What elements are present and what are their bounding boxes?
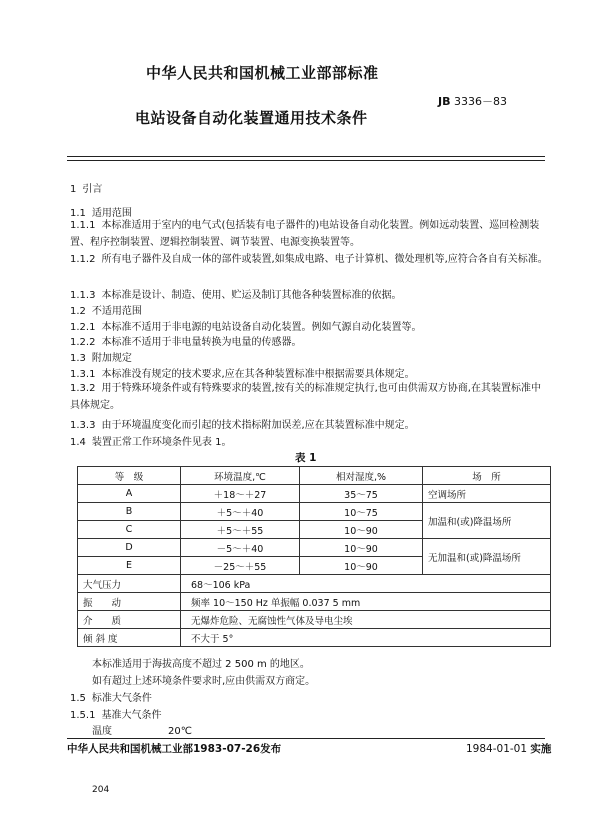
extra-label-cell: 介 质 bbox=[78, 611, 181, 629]
issue-date: 中华人民共和国机械工业部1983-07-26发布 bbox=[67, 743, 282, 755]
humidity-cell: 10～90 bbox=[300, 557, 423, 575]
table-row-medium bbox=[78, 611, 551, 629]
effective-date: 1984-01-01 实施 bbox=[466, 743, 552, 755]
table-row bbox=[78, 503, 551, 521]
extra-value-cell: 无爆炸危险、无腐蚀性气体及导电尘埃 bbox=[181, 611, 551, 629]
temperature-cell: ＋5～＋55 bbox=[181, 521, 300, 539]
table-caption: 表 1 bbox=[295, 452, 317, 464]
humidity-cell: 35～75 bbox=[300, 485, 423, 503]
humidity-cell: 10～90 bbox=[300, 521, 423, 539]
document-title: 电站设备自动化装置通用技术条件 bbox=[135, 109, 368, 127]
grade-cell: B bbox=[78, 503, 181, 521]
temperature-cell: －25～＋55 bbox=[181, 557, 300, 575]
extra-value-cell: 68～106 kPa bbox=[181, 575, 551, 593]
humidity-cell: 10～90 bbox=[300, 539, 423, 557]
temperature-cell: －5～＋40 bbox=[181, 539, 300, 557]
grade-cell: D bbox=[78, 539, 181, 557]
clause-1-2-1: 1.2.1 本标准不适用于非电源的电站设备自动化装置。例如气源自动化装置等。 bbox=[70, 322, 422, 333]
extra-label-cell: 振 动 bbox=[78, 593, 181, 611]
temperature-cell: ＋18～＋27 bbox=[181, 485, 300, 503]
header-rule-bottom bbox=[67, 160, 545, 161]
page-number: 204 bbox=[92, 785, 110, 795]
standard-code: 3336－83 bbox=[453, 95, 507, 108]
note-agreement: 如有超过上述环境条件要求时,应由供需双方商定。 bbox=[92, 676, 316, 687]
extra-label-cell: 倾 斜 度 bbox=[78, 629, 181, 647]
clause-1-2: 1.2 不适用范围 bbox=[70, 306, 142, 317]
grade-cell: E bbox=[78, 557, 181, 575]
note-altitude: 本标准适用于海拔高度不超过 2 500 m 的地区。 bbox=[92, 659, 310, 670]
place-cell: 加温和(或)降温场所 bbox=[423, 503, 551, 539]
reference-temperature: 温度 20℃ bbox=[92, 726, 192, 737]
grade-cell: A bbox=[78, 485, 181, 503]
clause-1-5-1: 1.5.1 基准大气条件 bbox=[70, 710, 162, 721]
table-row bbox=[78, 539, 551, 557]
table-row-vibration bbox=[78, 593, 551, 611]
clause-1-1-1: 1.1.1 本标准适用于室内的电气式(包括装有电子器件的)电站设备自动化装置。例如远动装置、巡回检测装置、程序控制装置、逻辑控制装置、调节装置、电源变换装置等。 bbox=[70, 220, 540, 248]
footer-rule bbox=[67, 738, 545, 739]
standard-prefix: JB bbox=[438, 95, 451, 108]
header-place: 场 所 bbox=[423, 467, 551, 485]
table-header-row bbox=[78, 467, 551, 485]
header-grade: 等 级 bbox=[78, 467, 181, 485]
table-row bbox=[78, 485, 551, 503]
clause-1-3: 1.3 附加规定 bbox=[70, 353, 132, 364]
grade-cell: C bbox=[78, 521, 181, 539]
clause-1-3-3: 1.3.3 由于环境温度变化而引起的技术指标附加误差,应在其装置标准中规定。 bbox=[70, 420, 415, 431]
extra-value-cell: 不大于 5° bbox=[181, 629, 551, 647]
clause-1-3-1: 1.3.1 本标准没有规定的技术要求,应在其各种装置标准中根据需要具体规定。 bbox=[70, 369, 415, 380]
clause-1-3-2: 1.3.2 用于特殊环境条件或有特殊要求的装置,按有关的标准规定执行,也可由供需双方协商,在其装置标准中具体规定。 bbox=[70, 383, 541, 411]
standard-number bbox=[438, 93, 507, 109]
ministry-heading: 中华人民共和国机械工业部部标准 bbox=[146, 64, 379, 82]
clause-1-5: 1.5 标准大气条件 bbox=[70, 693, 152, 704]
clause-1-1: 1.1 适用范围 bbox=[70, 208, 132, 219]
temperature-cell: ＋5～＋40 bbox=[181, 503, 300, 521]
section-heading: 1 引言 bbox=[70, 184, 103, 195]
humidity-cell: 10～75 bbox=[300, 503, 423, 521]
clause-1-2-2: 1.2.2 本标准不适用于非电量转换为电量的传感器。 bbox=[70, 337, 302, 348]
header-rule-top bbox=[67, 156, 545, 157]
header-humidity: 相对湿度,% bbox=[300, 467, 423, 485]
clause-1-1-3: 1.1.3 本标准是设计、制造、使用、贮运及制订其他各种装置标准的依据。 bbox=[70, 290, 402, 301]
environment-table bbox=[77, 466, 551, 647]
clause-1-1-2: 1.1.2 所有电子器件及自成一体的部件或装置,如集成电路、电子计算机、微处理机等,应符合各自有关标准。 bbox=[70, 254, 548, 265]
table-row-tilt bbox=[78, 629, 551, 647]
clause-1-4: 1.4 装置正常工作环境条件见表 1。 bbox=[70, 437, 232, 448]
extra-label-cell: 大气压力 bbox=[78, 575, 181, 593]
header-temperature: 环境温度,℃ bbox=[181, 467, 300, 485]
place-cell: 无加温和(或)降温场所 bbox=[423, 539, 551, 575]
place-cell: 空调场所 bbox=[423, 485, 551, 503]
extra-value-cell: 频率 10～150 Hz 单振幅 0.037 5 mm bbox=[181, 593, 551, 611]
table-row-pressure bbox=[78, 575, 551, 593]
